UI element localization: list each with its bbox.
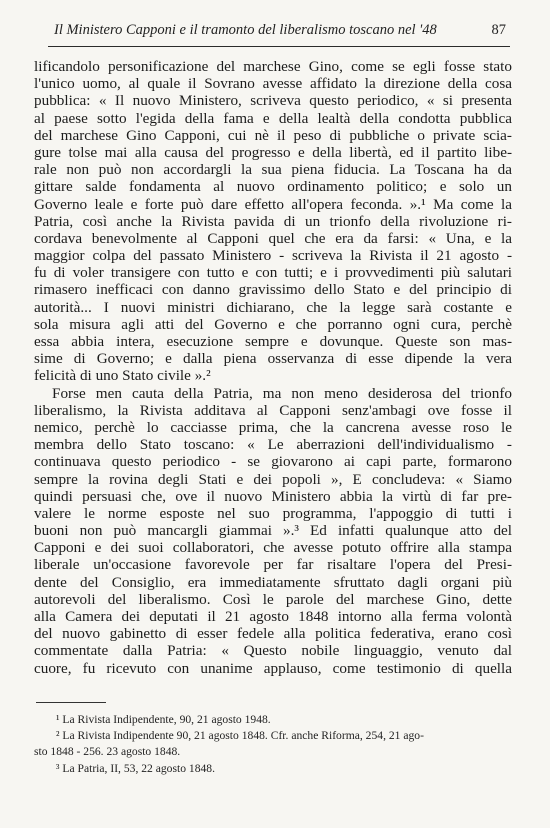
footnote-line: sto 1848 - 256. 23 agosto 1848. [34, 745, 181, 759]
text-line: Capponi e dei suoi collaboratori, che avesse potuto offrire alla stampa [34, 539, 512, 557]
text-line: l'unico uomo, al quale il Sovrano avesse affidato la direzione della cosa [34, 75, 512, 93]
header-rule [48, 46, 510, 47]
text-line: sola misura agli atti del Governo e che porranno ogni cura, perchè [34, 315, 512, 333]
text-line: del marchese Gino Capponi, cui nè il peso di pubbliche o private scia- [34, 126, 512, 144]
text-line: gure tolse mai alla causa del progresso e della libertà, ed il partito libe- [34, 143, 512, 161]
text-line: essa abbia intera, esecuzione sempre e dovunque. Queste son mas- [34, 333, 512, 350]
text-line: pubblica: « Il nuovo Ministero, scriveva questo periodico, « si presenta [34, 92, 512, 110]
text-line: maggior colpa del passato Ministero - scriveva la Rivista il 21 agosto - [34, 247, 512, 265]
running-title: Il Ministero Capponi e il tramonto del liberalismo toscano nel '48 [54, 22, 437, 38]
text-line: buoni non può mancargli giammai ».³ Ed infatti qualunque atto del [34, 522, 512, 540]
text-line: alla Camera dei deputati il 21 agosto 1848 intorno alla ferma volontà [34, 608, 512, 625]
footnote-line: ¹ La Rivista Indipendente, 90, 21 agosto 1948. [56, 713, 271, 726]
running-header [54, 22, 506, 39]
text-line: del nuovo gabinetto di esser fedele alla politica federativa, erano così [34, 625, 512, 643]
footnote-rule [36, 702, 106, 703]
text-line: sempre la rovina degli Stati e dei popoli », E concludeva: « Siamo [34, 470, 512, 488]
text-line: fu di voler transigere con tutto e con tutti; e i provvedimenti più salutari [34, 264, 512, 282]
page-number: 87 [491, 22, 506, 38]
text-line: cordava benevolmente al Capponi quel che era da farsi: « Una, e la [34, 229, 512, 247]
text-line: felicità di uno Stato civile ».² [34, 367, 211, 385]
text-line: liberale un'occasione favorevole per far risaltare l'opera del Presi- [34, 556, 512, 574]
text-line: valere le norme esposte nel suo programma, l'appoggio di tutti i [34, 504, 512, 522]
text-line: gittare salde fondamenta al nuovo ordinamento politico; e solo un [34, 178, 512, 196]
footnote-line: ² La Rivista Indipendente 90, 21 agosto 1848. Cfr. anche Riforma, 254, 21 ago- [56, 729, 424, 743]
text-line: liberalismo, la Rivista additava al Capponi senz'ambagi ove fosse il [34, 401, 512, 419]
text-line: nemico, perchè lo cacciasse prima, che la cancrena avesse roso le [34, 418, 512, 436]
text-line: rale non può non accordargli la sua piena fiducia. La Toscana ha da [34, 161, 512, 179]
text-line: rimasero inefficaci con danno gravissimo dello Stato e del principio di [34, 281, 512, 299]
text-line: Patria, così anche la Rivista pavida di un trionfo della rivoluzione ri- [34, 212, 512, 230]
text-line: lificandolo personificazione del marchese Gino, come se egli fosse stato [34, 58, 512, 75]
footnotes [34, 712, 512, 777]
text-line: Governo leale e forte può dare effetto all'opera feconda. ».¹ Ma come la [34, 195, 512, 213]
text-line: dente del Consiglio, era immediatamente sfruttato dagli organi più [34, 573, 512, 591]
text-line: cuore, fu ricevuto con unanime applauso, come testimonio di quella [34, 659, 512, 677]
text-line: Forse men cauta della Patria, ma non meno desiderosa del trionfo [52, 384, 512, 402]
body-text [34, 58, 512, 677]
text-line: autorevoli del liberalismo. Così le parole del marchese Gino, dette [34, 590, 512, 608]
text-line: continuava questo periodico - se giovarono ai capi parte, formarono [34, 453, 512, 471]
text-line: al paese sotto l'egida della fama e della lealtà della condotta pubblica [34, 109, 512, 127]
footnote-line: ³ La Patria, II, 53, 22 agosto 1848. [56, 761, 215, 775]
text-line: autorità... I nuovi ministri dichiarano, che la legge sarà costante e [34, 298, 512, 316]
text-line: quindi persuasi che, ove il nuovo Ministero abbia la virtù di far pre- [34, 487, 512, 505]
text-line: sime di Governo; e dalla piena osservanza di esse dipende la vera [34, 350, 512, 368]
text-line: commentate dalla Patria: « Questo nobile linguaggio, venuto dal [34, 642, 512, 660]
text-line: membra dello Stato toscano: « Le aberrazioni dell'individualismo - [34, 436, 512, 454]
